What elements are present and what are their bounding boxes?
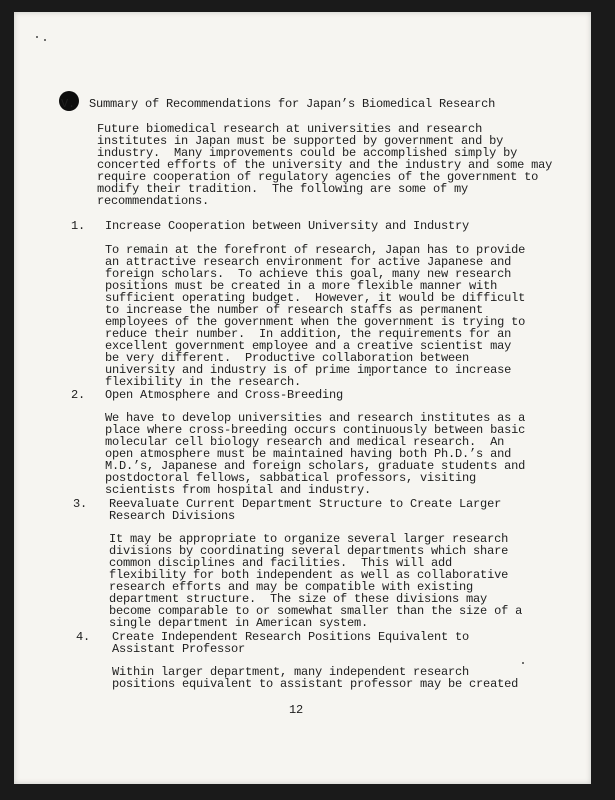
recommendation-body-line: scientists from hospital and industry.: [105, 483, 372, 497]
recommendation-body-line: become comparable to or somewhat smaller than the size of a: [109, 604, 523, 618]
recommendation-body-line: reduce their number. In addition, the requirements for an: [105, 327, 512, 341]
recommendation-body-line: postdoctoral fellows, sabbatical professors, visiting: [105, 471, 477, 485]
recommendation-body-line: flexibility in the research.: [105, 375, 302, 389]
recommendation-title: Increase Cooperation between University and Industry: [105, 219, 470, 233]
document-page: [14, 12, 591, 784]
recommendation-body-line: open atmosphere must be maintained having both Ph.D.’s and: [105, 447, 512, 461]
recommendation-body-line: an attractive research environment for active Japanese and: [105, 255, 512, 269]
intro-line: concerted efforts of the university and the industry and some may: [97, 158, 553, 172]
recommendation-body-line: excellent government employee and a creative scientist may: [105, 339, 512, 353]
recommendation-body-line: molecular cell biology research and medical research. An: [105, 435, 505, 449]
recommendation-body-line: single department in American system.: [109, 616, 369, 630]
recommendation-number: 1.: [71, 219, 86, 233]
recommendation-body-line: common disciplines and facilities. This will add: [109, 556, 453, 570]
recommendation-number: 3.: [73, 497, 88, 511]
recommendation-body-line: To remain at the forefront of research, Japan has to provide: [105, 243, 526, 257]
recommendation-body-line: It may be appropriate to organize several larger research: [109, 532, 509, 546]
intro-line: recommendations.: [97, 194, 210, 208]
recommendation-body-line: employees of the government when the government is trying to: [105, 315, 526, 329]
intro-line: Future biomedical research at universities and research: [97, 122, 483, 136]
recommendation-body-line: university and industry is of prime importance to increase: [105, 363, 512, 377]
recommendation-body-line: department structure. The size of these divisions may: [109, 592, 488, 606]
recommendation-body-line: divisions by coordinating several departments which share: [109, 544, 509, 558]
recommendation-body-line: research efforts and may be compatible with existing: [109, 580, 474, 594]
recommendation-body-line: place where cross-breeding occurs continuously between basic: [105, 423, 526, 437]
recommendation-body-line: to increase the number of research staffs as permanent: [105, 303, 484, 317]
recommendation-body-line: be very different. Productive collaboration between: [105, 351, 470, 365]
recommendation-body-line: foreign scholars. To achieve this goal, many new research: [105, 267, 512, 281]
recommendation-title: Research Divisions: [109, 509, 236, 523]
recommendation-body-line: positions must be created in a more flexible manner with: [105, 279, 498, 293]
recommendation-body-line: sufficient operating budget. However, it would be difficult: [105, 291, 526, 305]
recommendation-number: 4.: [76, 630, 91, 644]
intro-line: institutes in Japan must be supported by government and by: [97, 134, 504, 148]
page-number: 12: [289, 703, 304, 717]
section-numeral: V.: [61, 97, 76, 111]
recommendation-title: Open Atmosphere and Cross-Breeding: [105, 388, 344, 402]
recommendation-body-line: Within larger department, many independent research: [112, 665, 470, 679]
recommendation-body-line: flexibility for both independent as well as collaborative: [109, 568, 509, 582]
section-heading: Summary of Recommendations for Japan’s Biomedical Research: [89, 97, 496, 111]
recommendation-title: Reevaluate Current Department Structure to Create Larger: [109, 497, 502, 511]
recommendation-title: Create Independent Research Positions Equivalent to: [112, 630, 470, 644]
recommendation-body-line: positions equivalent to assistant professor may be created: [112, 677, 519, 691]
intro-line: require cooperation of regulatory agencies of the government to: [97, 170, 539, 184]
recommendation-number: 2.: [71, 388, 86, 402]
recommendation-title: Assistant Professor: [112, 642, 246, 656]
intro-line: modify their tradition. The following are some of my: [97, 182, 469, 196]
recommendation-body-line: M.D.’s, Japanese and foreign scholars, graduate students and: [105, 459, 526, 473]
recommendation-body-line: We have to develop universities and research institutes as a: [105, 411, 526, 425]
intro-line: industry. Many improvements could be accomplished simply by: [97, 146, 518, 160]
